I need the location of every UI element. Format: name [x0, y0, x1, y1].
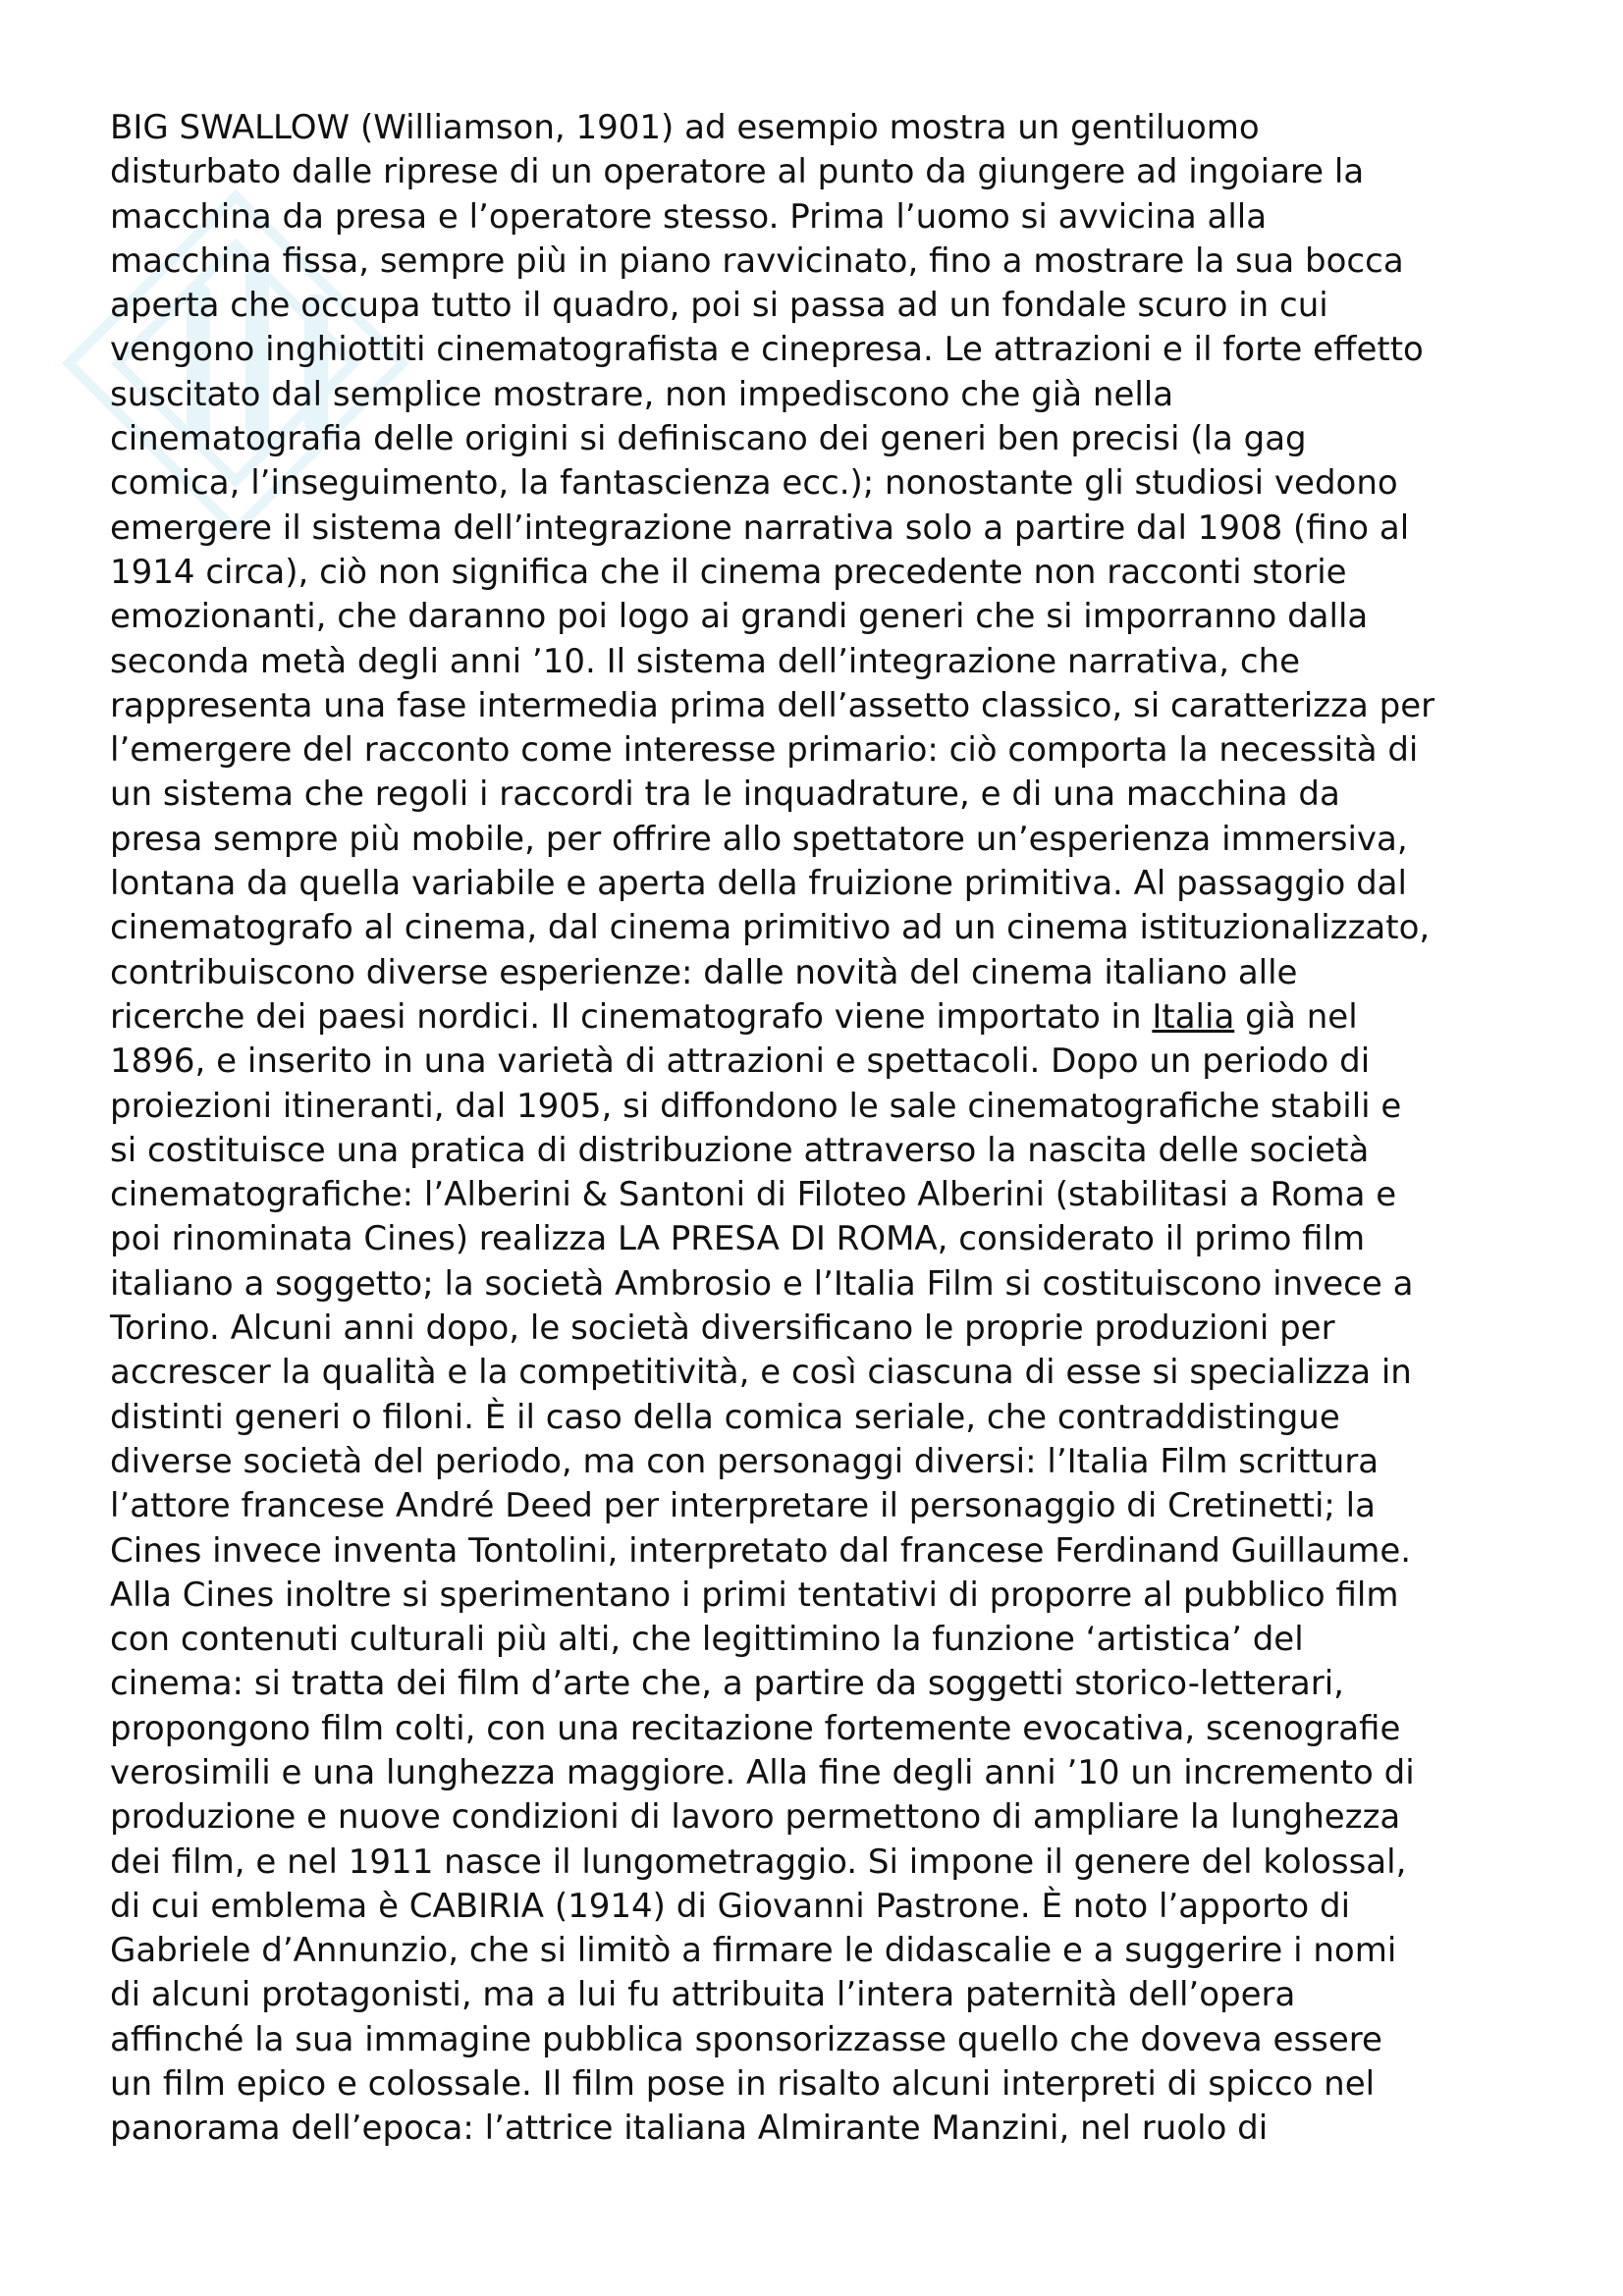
- text-fragment: ricerche dei paesi nordici. Il cinematografo viene importato in: [110, 996, 1153, 1037]
- text-line: l’attore francese André Deed per interpretare il personaggio di Cretinetti; la: [110, 1486, 1376, 1526]
- text-fragment: già nel: [1234, 996, 1358, 1037]
- text-line: cinematografiche: l’Alberini & Santoni di Filoteo Alberini (stabilitasi a Roma e: [110, 1175, 1397, 1215]
- text-line: Gabriele d’Annunzio, che si limitò a firmare le didascalie e a suggerire i nomi: [110, 1931, 1397, 1971]
- text-line: si costituisce una pratica di distribuzione attraverso la nascita delle società: [110, 1130, 1370, 1170]
- text-line: presa sempre più mobile, per offrire allo spettatore un’esperienza immersiva,: [110, 819, 1408, 859]
- text-line: emergere il sistema dell’integrazione narrativa solo a partire dal 1908 (fino al: [110, 507, 1410, 548]
- text-line: dei film, e nel 1911 nasce il lungometraggio. Si impone il genere del kolossal,: [110, 1842, 1407, 1882]
- text-line: cinema: si tratta dei film d’arte che, a partire da soggetti storico-letterari,: [110, 1664, 1344, 1704]
- text-line: comica, l’inseguimento, la fantascienza ecc.); nonostante gli studiosi vedono: [110, 463, 1398, 504]
- text-line: [110, 995, 1524, 1040]
- text-line: macchina fissa, sempre più in piano ravvicinato, fino a mostrare la sua bocca: [110, 240, 1404, 281]
- text-line: di cui emblema è CABIRIA (1914) di Giovanni Pastrone. È noto l’apporto di: [110, 1886, 1351, 1926]
- text-line: un film epico e colossale. Il film pose in risalto alcuni interpreti di spicco nel: [110, 2064, 1376, 2105]
- text-line: produzione e nuove condizioni di lavoro permettono di ampliare la lunghezza: [110, 1797, 1401, 1838]
- text-line: seconda metà degli anni ’10. Il sistema dell’integrazione narrativa, che: [110, 641, 1301, 681]
- text-line: emozionanti, che daranno poi logo ai grandi generi che si imporranno dalla: [110, 597, 1369, 637]
- text-line: disturbato dalle riprese di un operatore al punto da giungere ad ingoiare la: [110, 152, 1365, 192]
- text-line: contribuiscono diverse esperienze: dalle novità del cinema italiano alle: [110, 952, 1298, 992]
- text-line: proiezioni itineranti, dal 1905, si diffondono le sale cinematografiche stabili e: [110, 1086, 1402, 1126]
- text-line: Torino. Alcuni anni dopo, le società diversificano le proprie produzioni per: [110, 1308, 1335, 1349]
- text-line: cinematografo al cinema, dal cinema primitivo ad un cinema istituzionalizzato,: [110, 908, 1431, 948]
- text-line: macchina da presa e l’operatore stesso. Prima l’uomo si avvicina alla: [110, 196, 1268, 237]
- text-line: affinché la sua immagine pubblica sponsorizzasse quello che doveva essere: [110, 2019, 1382, 2059]
- text-line: poi rinominata Cines) realizza LA PRESA DI ROMA, considerato il primo film: [110, 1219, 1366, 1259]
- body-text: [110, 106, 1524, 2152]
- text-line: diverse società del periodo, ma con personaggi diversi: l’Italia Film scrittura: [110, 1441, 1380, 1481]
- text-line: suscitato dal semplice mostrare, non impediscono che già nella: [110, 374, 1174, 414]
- text-line: accrescer la qualità e la competitività, e così ciascuna di esse si specializza in: [110, 1353, 1412, 1393]
- text-line: propongono film colti, con una recitazione fortemente evocativa, scenografie: [110, 1708, 1401, 1748]
- text-line: cinematografia delle origini si definiscano dei generi ben precisi (la gag: [110, 419, 1307, 459]
- text-line: Cines invece inventa Tontolini, interpretato dal francese Ferdinand Guillaume.: [110, 1530, 1412, 1571]
- italia-link[interactable]: Italia: [1152, 996, 1235, 1037]
- text-line: lontana da quella variabile e aperta della fruizione primitiva. Al passaggio dal: [110, 864, 1407, 904]
- text-line: vengono inghiottiti cinematografista e cinepresa. Le attrazioni e il forte effetto: [110, 330, 1424, 370]
- text-line: panorama dell’epoca: l’attrice italiana Almirante Manzini, nel ruolo di: [110, 2109, 1269, 2149]
- text-line: italiano a soggetto; la società Ambrosio e l’Italia Film si costituiscono invece a: [110, 1263, 1414, 1304]
- text-line: aperta che occupa tutto il quadro, poi si passa ad un fondale scuro in cui: [110, 286, 1328, 326]
- text-line: 1914 circa), ciò non significa che il cinema precedente non racconti storie: [110, 552, 1347, 592]
- text-line: BIG SWALLOW (Williamson, 1901) ad esempio mostra un gentiluomo: [110, 108, 1260, 147]
- text-line: Alla Cines inoltre si sperimentano i primi tentativi di proporre al pubblico film: [110, 1575, 1399, 1615]
- text-line: un sistema che regoli i raccordi tra le inquadrature, e di una macchina da: [110, 774, 1340, 815]
- text-line: con contenuti culturali più alti, che legittimino la funzione ‘artistica’ del: [110, 1620, 1304, 1660]
- text-line: di alcuni protagonisti, ma a lui fu attribuita l’intera paternità dell’opera: [110, 1975, 1296, 2015]
- text-line: l’emergere del racconto come interesse primario: ciò comporta la necessità di: [110, 730, 1419, 771]
- text-line: rappresenta una fase intermedia prima dell’assetto classico, si caratterizza per: [110, 685, 1435, 725]
- text-line: distinti generi o filoni. È il caso della comica seriale, che contraddistingue: [110, 1397, 1340, 1437]
- text-line: 1896, e inserito in una varietà di attrazioni e spettacoli. Dopo un periodo di: [110, 1041, 1371, 1082]
- text-line: verosimili e una lunghezza maggiore. Alla fine degli anni ’10 un incremento di: [110, 1752, 1415, 1792]
